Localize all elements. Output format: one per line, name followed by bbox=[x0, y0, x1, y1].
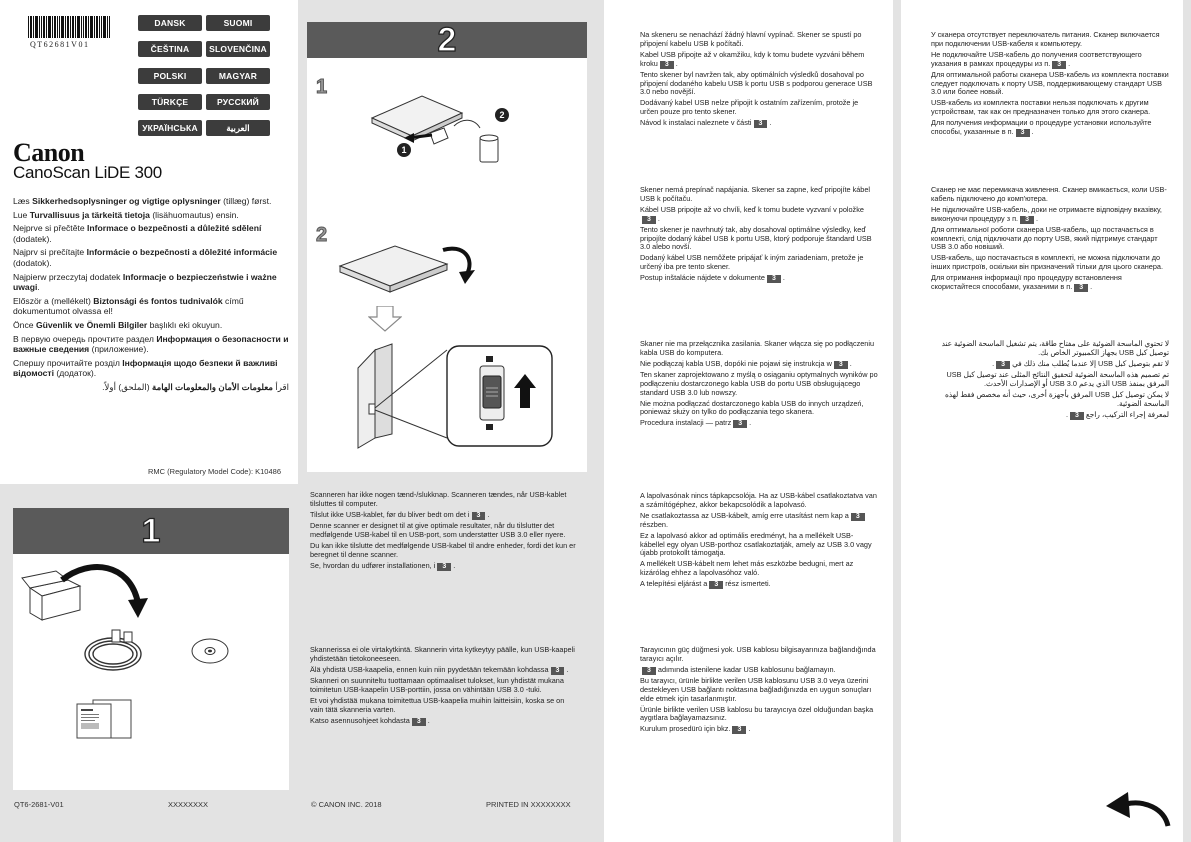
separator-b bbox=[893, 0, 901, 842]
intro-sk: Najprv si prečítajte Informácie o bezpečnosti a dôležité informácie (dodatok). bbox=[13, 247, 278, 268]
badge-step3: 3 bbox=[732, 726, 746, 734]
badge-step3: 3 bbox=[851, 513, 865, 521]
lang-ukrainska: УКРАЇНСЬКА bbox=[138, 120, 202, 136]
rmc-code: RMC (Regulatory Model Code): K10486 bbox=[148, 467, 281, 476]
badge-step3: 3 bbox=[412, 718, 426, 726]
badge-step3: 3 bbox=[1016, 129, 1030, 137]
intro-block bbox=[13, 196, 289, 396]
remove-tape-illustration bbox=[362, 88, 532, 168]
badge-step3: 3 bbox=[437, 563, 451, 571]
substep-2-number: 2 bbox=[316, 224, 328, 246]
step2-header bbox=[307, 22, 587, 58]
intro-da: Læs Sikkerhedsoplysninger og vigtige oplysninger (tillæg) først. bbox=[13, 196, 272, 206]
text-block-pl: Skaner nie ma przełącznika zasilania. Skaner włącza się po podłączeniu kabla USB do komputera. Nie podłączaj kabla USB, dopóki nie pojawi się instrukcja w 3 . Ten skaner zaprojektowano z myślą o osiąganiu optymalnych wyników po podłączeniu dostarczonego kabla USB do portu USB obsługującego standard USB 3.0 lub nowszy. Nie można podłączać dostarczonego kabla USB do innych urządzeń, ponieważ służy on tylko do podłączania tego skanera. Procedura instalacji — patrz 3 . bbox=[640, 339, 878, 428]
text-block-uk: Сканер не має перемикача живлення. Сканер вмикається, коли USB-кабель підключено до комп'ютера. Не підключайте USB-кабель, доки не отримаєте відповідну вказівку, виконуючи процедуру з п. 3 . Для оптимальної роботи сканера USB-кабель, що постачається в комплекті, слід підключати до порту USB, який підтримує стандарт USB 3.0 або новіший. USB-кабель, що постачається в комплекті, не можна підключати до інших пристроїв, оскільки він призначений тільки для цього сканера. Для отримання інформації про процедуру встановлення скористайтеся способами, указаними в п. 3 . bbox=[931, 185, 1167, 291]
text-block-da: Scanneren har ikke nogen tænd-/slukknap. Scanneren tændes, når USB-kablet tilsluttes til computer. Tilslut ikke USB-kablet, før du bliver bedt om det i 3 . Denne scanner er designet til at give optimale resultater, når du tilslutter det medfølgende USB-kabel til en USB-port, som understøtter USB 3.0 eller nyere. Du kan ikke tilslutte det medfølgende USB-kabel til andre enheder, fordi det kun er beregnet til denne scanner. Se, hvordan du udfører installationen, i 3 . bbox=[310, 490, 576, 570]
badge-step3: 3 bbox=[733, 420, 747, 428]
text-block-sk: Skener nemá prepínač napájania. Skener sa zapne, keď pripojíte kábel USB k počítaču. Kábel USB pripojte až vo chvíli, keď k tomu budete vyzvaní v položke3 . Tento skener je navrhnutý tak, aby dosahoval optimálne výsledky, keď pripojíte dodaný kábel USB k portu USB, ktorý podporuje štandard USB 3.0 alebo novší. Dodaný kábel USB nemôžete pripájať k iným zariadeniam, pretože je určený iba pre tento skener. Postup inštalácie nájdete v dokumente 3 . bbox=[640, 185, 872, 283]
badge-step3: 3 bbox=[660, 61, 674, 69]
lang-suomi: SUOMI bbox=[206, 15, 270, 31]
badge-step3: 3 bbox=[1074, 284, 1088, 292]
lang-polski: POLSKI bbox=[138, 68, 202, 84]
separator-a bbox=[596, 0, 604, 842]
text-block-cs: Na skeneru se nenachází žádný hlavní vypínač. Skener se spustí po připojení kabelu USB k počítači. Kabel USB připojte až v okamžiku, kdy k tomu budete vyzváni během kroku 3 . Tento skener byl navržen tak, aby optimálních výsledků dosahoval po připojení dodaného kabelu USB k portu USB s podporou generace USB 3.0 nebo novější. Dodávaný kabel USB nelze připojit k ostatním zařízením, protože je určen pouze pro tento skener. Návod k instalaci naleznete v části 3 . bbox=[640, 30, 873, 128]
lock-switch-illustration bbox=[350, 338, 565, 453]
step2-number: 2 bbox=[437, 20, 457, 59]
badge-step3: 3 bbox=[642, 216, 656, 224]
intro-ru: В первую очередь прочтите раздел Информация о безопасности и важные сведения (приложение). bbox=[13, 333, 289, 355]
badge-step3: 3 bbox=[472, 512, 486, 520]
step1-header bbox=[13, 508, 289, 554]
footer-copyright: © CANON INC. 2018 bbox=[311, 800, 382, 809]
intro-fi: Lue Turvallisuus ja tärkeitä tietoja (lisähuomautus) ensin. bbox=[13, 209, 239, 220]
lang-turkce: TÜRKÇE bbox=[138, 94, 202, 110]
footer-printed: PRINTED IN XXXXXXXX bbox=[486, 800, 571, 809]
barcode bbox=[28, 16, 110, 38]
intro-ar: اقرأ معلومات الأمان والمعلومات الهامة (الملحق) أولاً. bbox=[102, 381, 289, 392]
separator-c bbox=[1183, 0, 1191, 842]
lang-russkiy: РУССКИЙ bbox=[206, 94, 270, 110]
badge-step3: 3 bbox=[1020, 216, 1034, 224]
lang-arabic: العربية bbox=[206, 120, 270, 136]
lang-magyar: MAGYAR bbox=[206, 68, 270, 84]
product-name: CanoScan LiDE 300 bbox=[13, 163, 162, 182]
text-block-hu: A lapolvasónak nincs tápkapcsolója. Ha az USB-kábel csatlakoztatva van a számítógéphez, akkor bekapcsolódik a lapolvasó. Ne csatlakoztassa az USB-kábelt, amíg erre utasítást nem kap a 3részben. Ez a lapolvasó akkor ad optimális eredményt, ha a mellékelt USB-kábellel egy olyan USB-porthoz csatlakoztatják, amely az USB 3.0 vagy újabb protokollt támogatja. A mellékelt USB-kábelt nem lehet más eszközbe bedugni, mert az kizárólag ehhez a lapolvasóhoz való. A telepítési eljárást a 3 rész ismerteti. bbox=[640, 491, 877, 589]
text-block-ar: لا تحتوي الماسحة الضوئية على مفتاح طاقة، يتم تشغيل الماسحة الضوئية عند توصيل كبل USB بجهاز الكمبيوتر الخاص بك. لا تقم بتوصيل كبل USB إلا عندما يُطلب منك ذلك في3. تم تصميم هذه الماسحة الضوئية لتحقيق النتائج المثلى عند توصيل كبل USB المرفق بمنفذ USB الذي يدعم USB 3.0 أو الإصدارات الأحدث. لا يمكن توصيل كبل USB المرفق بأجهزة أخرى، حيث أنه مخصص فقط لهذه الماسحة الضوئية. لمعرفة إجراء التركيب، راجع3. bbox=[941, 339, 1169, 419]
page-turn-arrow-icon bbox=[1104, 790, 1174, 830]
intro-pl: Najpierw przeczytaj dodatek Informacje o bezpieczeństwie i ważne uwagi. bbox=[13, 271, 277, 293]
badge-step3: 3 bbox=[754, 120, 768, 128]
down-arrow-icon bbox=[368, 306, 402, 332]
badge-step3: 3 bbox=[834, 361, 848, 369]
lang-slovencina: SLOVENČINA bbox=[206, 41, 270, 57]
unboxing-illustration bbox=[20, 558, 180, 628]
text-block-ru: У сканера отсутствует переключатель питания. Сканер включается при подключении USB-кабеля к компьютеру. Не подключайте USB-кабель до получения соответствующего указания в рамках процедуры из п. 3 . Для оптимальной работы сканера USB-кабель из комплекта поставки следует подключать к порту USB, поддерживающему стандарт USB 3.0 или более новый. USB-кабель из комплекта поставки нельзя подключать к другим устройствам, так как он предназначен только для этого сканера. Для получения информации о процедуре установки используйте способы, указанные в п. 3 . bbox=[931, 30, 1169, 136]
footer-code: QT6-2681-V01 bbox=[14, 800, 64, 809]
badge-step3: 3 bbox=[996, 361, 1010, 369]
badge-step3: 3 bbox=[642, 667, 656, 675]
lang-cestina: ČEŠTINA bbox=[138, 41, 202, 57]
open-lid-illustration bbox=[335, 228, 495, 296]
lang-dansk: DANSK bbox=[138, 15, 202, 31]
intro-uk: Спершу прочитайте розділ Інформація щодо безпеки й важливі відомості (додаток). bbox=[13, 357, 278, 379]
intro-hu: Először a (mellékelt) Biztonsági és fontos tudnivalók című dokumentumot olvassa el! bbox=[13, 295, 244, 317]
documents-illustration bbox=[75, 698, 135, 740]
canon-logo: Canon bbox=[13, 138, 85, 167]
badge-step3: 3 bbox=[1052, 61, 1066, 69]
badge-step3: 3 bbox=[767, 275, 781, 283]
cd-illustration bbox=[190, 636, 230, 666]
barcode-text: QT62681V01 bbox=[30, 40, 90, 49]
footer-x1: XXXXXXXX bbox=[168, 800, 209, 809]
callout-1: 1 bbox=[397, 143, 411, 157]
text-block-fi: Skannerissa ei ole virtakytkintä. Skannerin virta kytkeytyy päälle, kun USB-kaapeli yhdistetään tietokoneeseen. Älä yhdistä USB-kaapelia, ennen kuin niin pyydetään tekemään kohdassa 3 . Skanneri on suunniteltu tuottamaan optimaaliset tulokset, kun yhdistät mukana toimitetun USB-kaapelin USB-porttiin, jossa on vähintään USB 3.0 -tuki. Et voi yhdistää mukana toimitettua USB-kaapelia muihin laitteisiin, koska se on vain tätä skanneria varten. Katso asennusohjeet kohdasta 3 . bbox=[310, 645, 575, 725]
substep-1-number: 1 bbox=[316, 76, 328, 98]
step1-number: 1 bbox=[141, 511, 161, 550]
callout-2: 2 bbox=[495, 108, 509, 122]
intro-cs: Nejprve si přečtěte Informace o bezpečnosti a důležité sdělení (dodatek). bbox=[13, 223, 262, 244]
badge-step3: 3 bbox=[709, 581, 723, 589]
text-block-tr: Tarayıcının güç düğmesi yok. USB kablosu bilgisayarınıza bağlandığında tarayıcı açılır. 3 adımında istenilene kadar USB kablosunu bağlamayın. Bu tarayıcı, ürünle birlikte verilen USB kablosunu USB 3.0 veya üzerini destekleyen USB bağlantı noktasına bağladığınızda en uygun sonuçları elde etmek için tasarlanmıştır. Ürünle birlikte verilen USB kablosu bu tarayıcıya özel olduğundan başka aygıtlara bağlayamazsınız. Kurulum prosedürü için bkz. 3 . bbox=[640, 645, 876, 734]
intro-tr: Önce Güvenlik ve Önemli Bilgiler başlıklı eki okuyun. bbox=[13, 319, 223, 330]
badge-step3: 3 bbox=[551, 667, 565, 675]
badge-step3: 3 bbox=[1070, 412, 1084, 420]
usb-cable-illustration bbox=[78, 626, 148, 681]
